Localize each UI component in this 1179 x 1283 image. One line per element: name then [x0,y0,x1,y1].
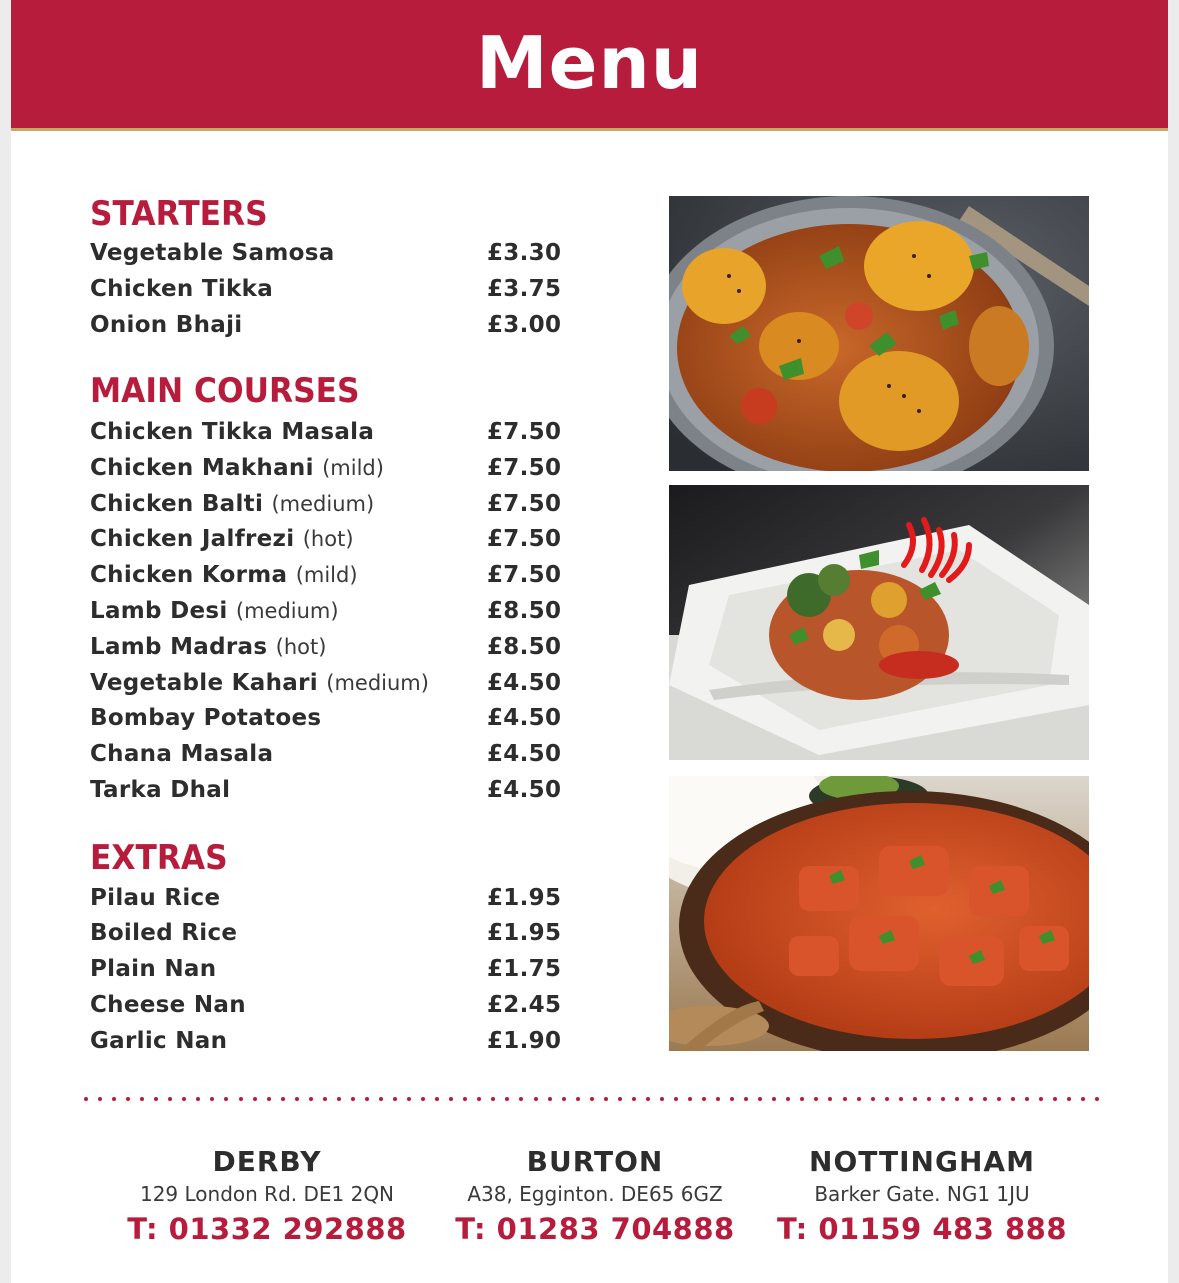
divider-dot [1053,1097,1057,1101]
item-price: £7.50 [487,526,562,552]
divider-dot [351,1097,355,1101]
divider-dot [1081,1097,1085,1101]
menu-item [90,487,570,521]
divider-dot [154,1097,158,1101]
location-nottingham [752,1143,1092,1251]
divider-dot [828,1097,832,1101]
location-phone[interactable]: T: 01332 292888 [127,1212,407,1246]
divider-dot [140,1097,144,1101]
item-name: Boiled Rice [90,920,238,946]
location-phone[interactable]: T: 01159 483 888 [776,1212,1068,1246]
divider-dot [309,1097,313,1101]
divider-dot [744,1097,748,1101]
location-derby [97,1143,437,1251]
menu-item [90,415,570,449]
menu-item [90,773,570,807]
item-price: £2.45 [487,992,562,1018]
location-phone[interactable]: T: 01283 704888 [455,1212,735,1246]
divider-dot [1039,1097,1043,1101]
divider-dot [716,1097,720,1101]
divider-dot [421,1097,425,1101]
menu-item [90,666,570,700]
divider-dot [786,1097,790,1101]
menu-item [90,236,570,270]
section-title-starters: STARTERS [90,194,268,234]
divider-dot [548,1097,552,1101]
divider-dot [182,1097,186,1101]
item-note: (mild) [322,456,384,480]
divider-dot [730,1097,734,1101]
menu-item [90,916,570,950]
divider-dot [295,1097,299,1101]
item-name: Chana Masala [90,741,274,767]
divider-dot [857,1097,861,1101]
divider-dot [604,1097,608,1101]
divider-dot [702,1097,706,1101]
divider-dot [997,1097,1001,1101]
divider-dot [688,1097,692,1101]
location-burton [425,1143,765,1251]
item-name: Garlic Nan [90,1028,228,1054]
item-name: Chicken Jalfrezi [90,526,295,552]
item-price: £1.90 [487,1028,562,1054]
menu-header [11,0,1168,131]
menu-item [90,737,570,771]
divider-dot [899,1097,903,1101]
item-note: (hot) [302,527,354,551]
divider-dot [576,1097,580,1101]
divider-dot [1067,1097,1071,1101]
item-price: £8.50 [487,634,562,660]
dotted-divider [84,1092,1100,1106]
item-name: Chicken Makhani [90,455,314,481]
item-name: Lamb Madras [90,634,268,660]
item-note: (hot) [275,635,327,659]
item-name: Chicken Balti [90,491,264,517]
divider-dot [491,1097,495,1101]
divider-dot [407,1097,411,1101]
menu-item [90,594,570,628]
divider-dot [772,1097,776,1101]
item-price: £1.95 [487,885,562,911]
location-address: 129 London Rd. DE1 2QN [139,1182,395,1206]
menu-item [90,952,570,986]
divider-dot [534,1097,538,1101]
location-name: NOTTINGHAM [809,1145,1035,1178]
photo-potato-curry [669,196,1089,471]
divider-dot [871,1097,875,1101]
divider-dot [674,1097,678,1101]
item-note: (medium) [271,492,375,516]
divider-dot [800,1097,804,1101]
location-name: BURTON [526,1145,664,1178]
item-price: £8.50 [487,598,562,624]
item-price: £7.50 [487,491,562,517]
item-name: Pilau Rice [90,885,221,911]
item-name: Bombay Potatoes [90,705,322,731]
menu-item [90,308,570,342]
item-price: £4.50 [487,705,562,731]
menu-title: Menu [476,21,703,105]
item-price: £3.30 [487,240,562,266]
divider-dot [224,1097,228,1101]
item-note: (medium) [235,599,339,623]
item-name: Chicken Korma [90,562,288,588]
item-price: £7.50 [487,419,562,445]
item-price: £3.00 [487,312,562,338]
item-price: £7.50 [487,562,562,588]
divider-dot [660,1097,664,1101]
divider-dot [210,1097,214,1101]
divider-dot [758,1097,762,1101]
divider-dot [519,1097,523,1101]
item-name: Cheese Nan [90,992,246,1018]
divider-dot [646,1097,650,1101]
item-name: Onion Bhaji [90,312,243,338]
item-price: £4.50 [487,777,562,803]
divider-dot [955,1097,959,1101]
menu-item [90,701,570,735]
divider-dot [393,1097,397,1101]
item-price: £4.50 [487,670,562,696]
divider-dot [913,1097,917,1101]
divider-dot [379,1097,383,1101]
item-note: (mild) [295,563,358,587]
location-address: Barker Gate. NG1 1JU [814,1182,1030,1206]
item-price: £7.50 [487,455,562,481]
divider-dot [84,1097,88,1101]
divider-dot [927,1097,931,1101]
divider-dot [983,1097,987,1101]
item-price: £1.95 [487,920,562,946]
item-name: Chicken Tikka Masala [90,419,375,445]
item-price: £3.75 [487,276,562,302]
item-name: Vegetable Kahari [90,670,318,696]
divider-dot [239,1097,243,1101]
divider-dot [814,1097,818,1101]
item-name: Vegetable Samosa [90,240,335,266]
divider-dot [969,1097,973,1101]
section-title-main-courses: MAIN COURSES [90,371,360,411]
photo-vegetable-dish [669,485,1089,760]
divider-dot [562,1097,566,1101]
divider-dot [463,1097,467,1101]
divider-dot [323,1097,327,1101]
divider-dot [337,1097,341,1101]
divider-dot [1025,1097,1029,1101]
location-name: DERBY [212,1145,322,1178]
divider-dot [112,1097,116,1101]
divider-dot [505,1097,509,1101]
section-title-extras: EXTRAS [90,838,228,878]
location-address: A38, Egginton. DE65 6GZ [467,1182,723,1206]
divider-dot [196,1097,200,1101]
divider-dot [618,1097,622,1101]
divider-dot [126,1097,130,1101]
menu-item [90,522,570,556]
item-name: Lamb Desi [90,598,228,624]
divider-dot [1011,1097,1015,1101]
item-price: £4.50 [487,741,562,767]
photo-chicken-tikka-masala [669,776,1089,1051]
divider-dot [253,1097,257,1101]
menu-item [90,558,570,592]
divider-dot [267,1097,271,1101]
divider-dot [98,1097,102,1101]
menu-item [90,272,570,306]
menu-item [90,630,570,664]
item-price: £1.75 [487,956,562,982]
menu-item [90,881,570,915]
menu-item [90,988,570,1022]
divider-dot [941,1097,945,1101]
item-name: Plain Nan [90,956,217,982]
item-name: Tarka Dhal [90,777,231,803]
menu-item [90,1024,570,1058]
divider-dot [168,1097,172,1101]
divider-dot [590,1097,594,1101]
item-name: Chicken Tikka [90,276,274,302]
divider-dot [281,1097,285,1101]
divider-dot [632,1097,636,1101]
divider-dot [843,1097,847,1101]
divider-dot [449,1097,453,1101]
divider-dot [885,1097,889,1101]
divider-dot [435,1097,439,1101]
item-note: (medium) [326,671,429,695]
divider-dot [477,1097,481,1101]
divider-dot [365,1097,369,1101]
menu-item [90,451,570,485]
divider-dot [1095,1097,1099,1101]
